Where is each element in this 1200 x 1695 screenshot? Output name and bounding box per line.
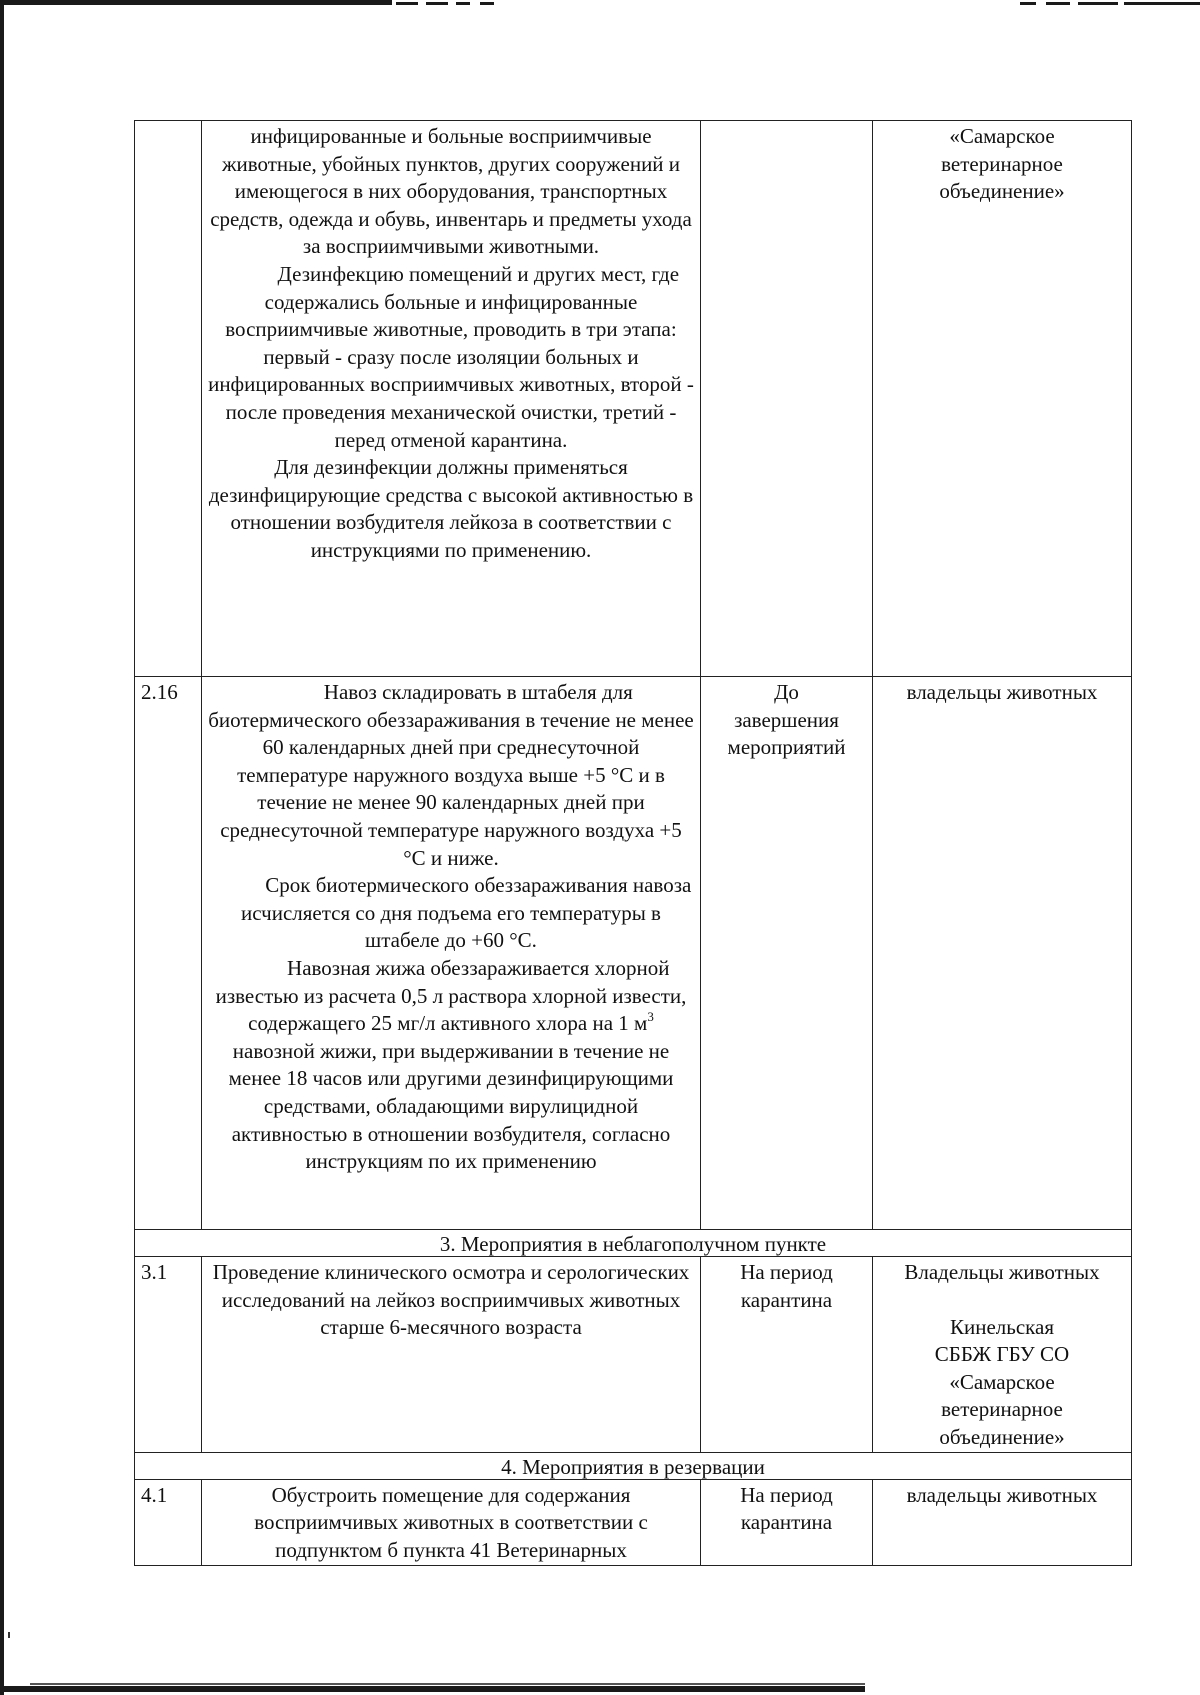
scan-edge-bottom — [0, 1686, 865, 1692]
scan-dash — [426, 2, 448, 5]
action-paragraph — [208, 955, 694, 1176]
row-number: 3.1 — [135, 1257, 202, 1453]
table-row — [135, 121, 1132, 677]
scan-dash — [1046, 2, 1070, 5]
action-cell — [202, 677, 701, 1230]
responsible-line: ветеринарное — [941, 1397, 1063, 1422]
responsible-line: «Самарское — [949, 124, 1055, 148]
row-number: 4.1 — [135, 1479, 202, 1565]
action-paragraph: Навоз складировать в штабеля для биотермического обеззараживания в течение не менее 60 календарных дней при среднесуточной температуре наружного воздуха выше +5 °С и в течение не менее 90 календарных дней при среднесуточной температуре наружного воздуха +5 °С и ниже. — [208, 680, 694, 870]
action-paragraph: Срок биотермического обеззараживания навоза исчисляется со дня подъема его температуры в штабеле до +60 °С. — [241, 873, 692, 953]
term-cell — [701, 1257, 873, 1453]
action-paragraph: Для дезинфекции должны применяться дезинфицирующие средства с высокой активностью в отношении возбудителя лейкоза в соответствии с инструкциями по применению. — [208, 455, 694, 562]
scan-edge-left — [0, 0, 4, 1695]
table-row — [135, 1257, 1132, 1453]
responsible-line: СББЖ ГБУ СО — [934, 1342, 1070, 1367]
action-paragraph: Дезинфекцию помещений и других мест, где содержались больные и инфицированные восприимчивые животные, проводить в три этапа: первый - сразу после изоляции больных и инфицированных восприимчивых животных, второй - после проведения механической очистки, третий - перед отменой карантина. — [208, 261, 694, 452]
manure-text: Навозная жижа обеззараживается хлорной известью из расчета 0,5 л раствора хлорной извести, содержащего 25 мг/л активного хлора на 1 м — [215, 955, 687, 1036]
action-paragraph: инфицированные и больные восприимчивые животные, убойных пунктов, других сооружений и имеющегося в них оборудования, транспортных средств, одежда и обувь, инвентарь и предметы ухода за восприимчивыми животными. — [210, 124, 692, 259]
responsible-line: «Самарское — [949, 1369, 1055, 1394]
scan-speck — [8, 1632, 10, 1638]
term-line: До — [774, 680, 799, 704]
scan-dash — [396, 2, 418, 5]
section-row — [135, 1230, 1132, 1257]
scan-dash — [1020, 2, 1036, 5]
scan-dash — [1078, 2, 1118, 5]
responsible-line: Владельцы животных — [904, 1260, 1100, 1284]
scan-dash — [456, 2, 470, 5]
row-number — [135, 121, 202, 677]
scan-edge-top — [0, 0, 392, 5]
action-cell: Обустроить помещение для содержания восприимчивых животных в соответствии с подпунктом б пункта 41 Ветеринарных — [202, 1479, 701, 1565]
term-cell — [701, 121, 873, 677]
term-line: мероприятий — [727, 735, 846, 760]
section-heading: 3. Мероприятия в неблагополучном пункте — [135, 1230, 1132, 1257]
scan-dash — [1124, 2, 1200, 5]
scan-edge-bottom-thin — [30, 1683, 865, 1685]
term-cell — [701, 1479, 873, 1565]
section-row — [135, 1452, 1132, 1479]
measures-table — [134, 120, 1132, 1566]
term-line: На период — [740, 1482, 833, 1507]
responsible-line: ветеринарное — [941, 151, 1063, 176]
spacer — [879, 1287, 1125, 1314]
row-number: 2.16 — [135, 677, 202, 1230]
term-cell — [701, 677, 873, 1230]
action-cell — [202, 121, 701, 677]
responsible-line: объединение» — [939, 179, 1065, 204]
responsible-cell — [873, 1257, 1132, 1453]
manure-text: навозной жижи, при выдерживании в течение не менее 18 часов или другими дезинфицирующими средствами, обладающими вирулицидной активностью в отношении возбудителя, согласно инструкциям по их применению — [228, 1038, 674, 1174]
section-heading: 4. Мероприятия в резервации — [135, 1452, 1132, 1479]
term-line: На период — [740, 1260, 833, 1284]
term-line: карантина — [740, 1287, 833, 1312]
term-line: завершения — [734, 707, 839, 732]
table-row — [135, 1479, 1132, 1565]
cubic-superscript: 3 — [647, 1009, 654, 1025]
table-row — [135, 677, 1132, 1230]
responsible-cell — [873, 121, 1132, 677]
term-line: карантина — [740, 1510, 833, 1535]
responsible-cell: владельцы животных — [873, 1479, 1132, 1565]
responsible-line: Кинельская — [949, 1314, 1055, 1339]
action-cell: Проведение клинического осмотра и серологических исследований на лейкоз восприимчивых животных старше 6-месячного возраста — [202, 1257, 701, 1453]
scan-dash — [480, 2, 494, 5]
responsible-cell: владельцы животных — [873, 677, 1132, 1230]
responsible-line: объединение» — [939, 1424, 1065, 1449]
